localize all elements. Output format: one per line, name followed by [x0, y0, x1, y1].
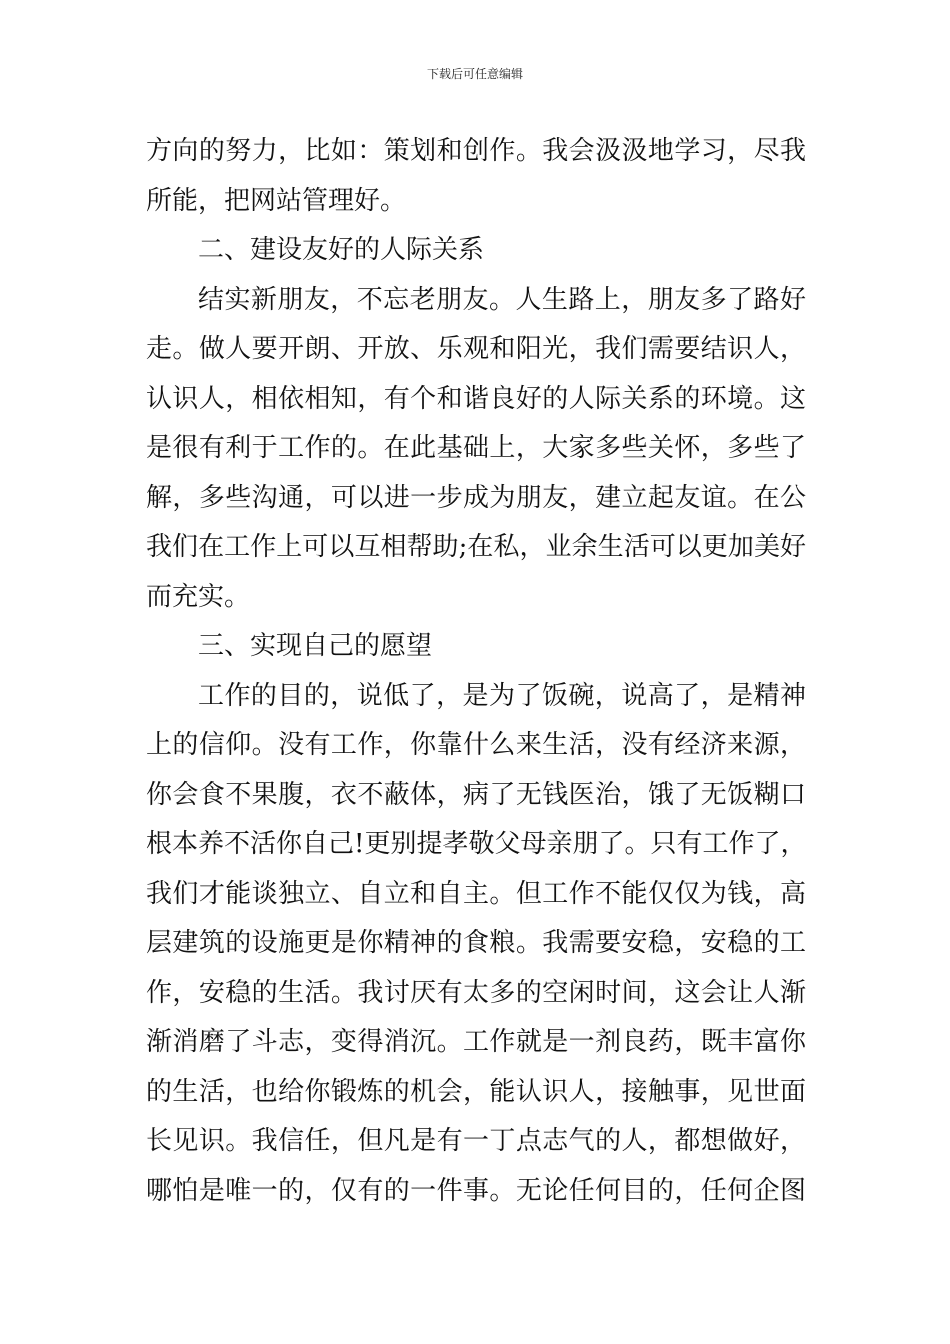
document-body [146, 127, 806, 1216]
paragraph-line: 我们才能谈独立、自立和自主。但工作不能仅仅为钱，高 [146, 878, 806, 909]
paragraph-line-indented: 结实新朋友，不忘老朋友。人生路上，朋友多了路好 [198, 284, 806, 315]
paragraph-line: 方向的努力，比如：策划和创作。我会汲汲地学习，尽我 [146, 136, 806, 166]
paragraph-line: 渐消磨了斗志，变得消沉。工作就是一剂良药，既丰富你 [146, 1027, 806, 1057]
paragraph-line: 上的信仰。没有工作，你靠什么来生活，没有经济来源， [146, 730, 806, 760]
page-header-note: 下载后可任意编辑 [426, 67, 523, 81]
paragraph-line: 解，多些沟通，可以进一步成为朋友，建立起友谊。在公 [146, 482, 806, 513]
paragraph-line: 长见识。我信任，但凡是有一丁点志气的人，都想做好， [146, 1126, 806, 1156]
paragraph-line: 作，安稳的生活。我讨厌有太多的空闲时间，这会让人渐 [146, 977, 806, 1008]
paragraph-line: 而充实。 [146, 581, 251, 612]
paragraph-line: 走。做人要开朗、开放、乐观和阳光，我们需要结识人， [146, 334, 806, 364]
paragraph-line: 是很有利于工作的。在此基础上，大家多些关怀，多些了 [146, 433, 806, 463]
paragraph-line: 根本养不活你自己!更别提孝敬父母亲朋了。只有工作了， [146, 829, 807, 859]
paragraph-line-indented: 二、建设友好的人际关系 [198, 235, 485, 265]
paragraph-line-indented: 三、实现自己的愿望 [198, 631, 433, 661]
paragraph-line: 认识人，相依相知，有个和谐良好的人际关系的环境。这 [146, 383, 806, 414]
paragraph-line: 所能，把网站管理好。 [146, 185, 407, 216]
paragraph-line: 你会食不果腹，衣不蔽体，病了无钱医治，饿了无饭糊口 [146, 779, 806, 810]
paragraph-line: 层建筑的设施更是你精神的食粮。我需要安稳，安稳的工 [146, 928, 806, 958]
paragraph-line-indented: 工作的目的，说低了，是为了饭碗，说高了，是精神 [198, 680, 806, 711]
paragraph-line: 的生活，也给你锻炼的机会，能认识人，接触事，见世面 [146, 1076, 806, 1107]
paragraph-line: 哪怕是唯一的，仅有的一件事。无论任何目的，任何企图 [146, 1175, 806, 1206]
paragraph-line: 我们在工作上可以互相帮助;在私，业余生活可以更加美好 [146, 532, 806, 562]
